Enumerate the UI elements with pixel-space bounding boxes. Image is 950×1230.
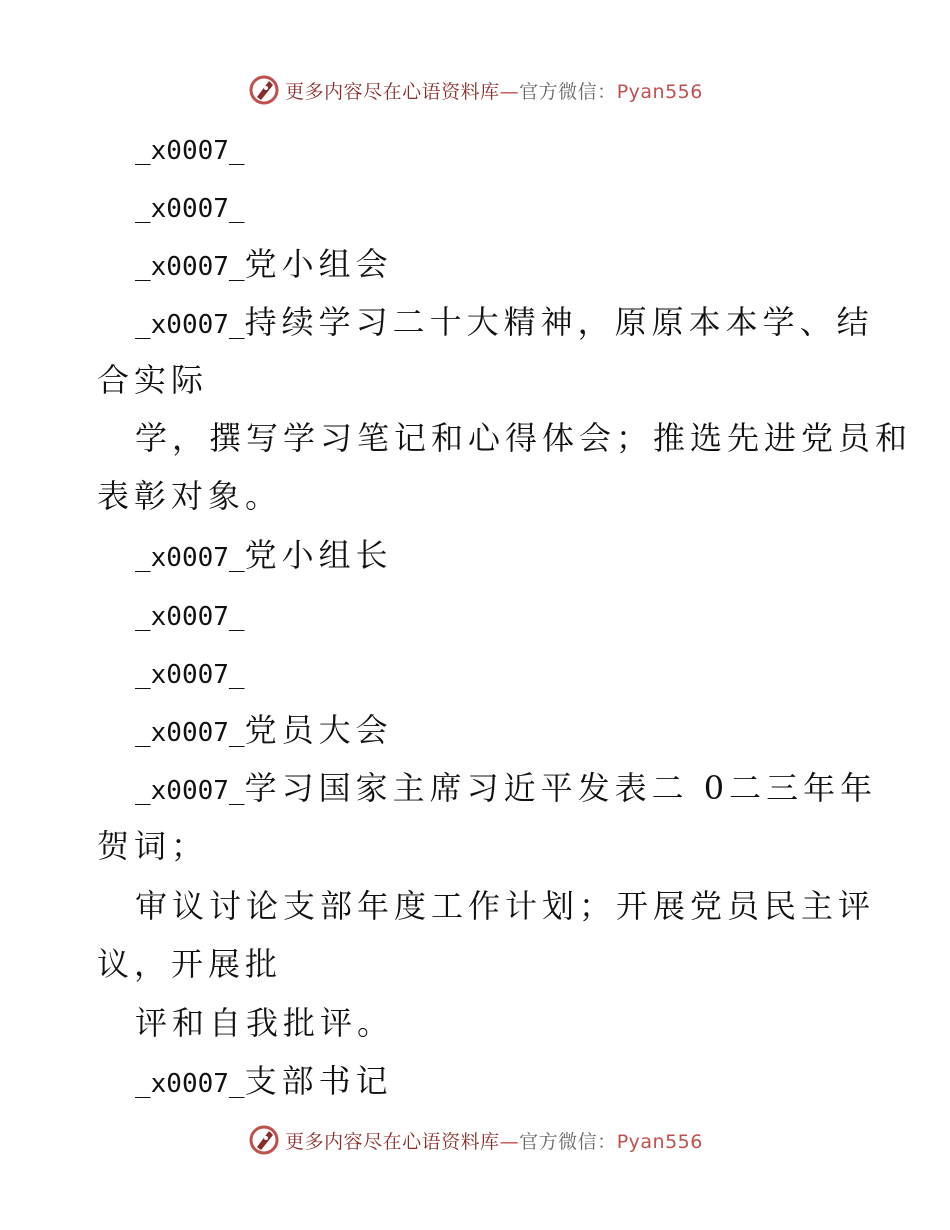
doc-line: [97, 826, 208, 866]
line-text: 党员大会: [244, 711, 393, 749]
line-code: _x0007_: [135, 660, 245, 690]
doc-line: [135, 652, 245, 695]
doc-line: [135, 886, 875, 926]
line-text: 学习国家主席习近平发表二 0二三年年: [244, 769, 878, 807]
line-text: 议，开展批: [97, 945, 283, 983]
line-code: _x0007_: [135, 1069, 245, 1099]
doc-line: [135, 244, 393, 287]
doc-line: [135, 768, 877, 811]
line-text: 评和自我批评。: [135, 1004, 395, 1042]
line-code: _x0007_: [135, 310, 245, 340]
doc-line: [135, 594, 245, 637]
watermark-dash: —: [499, 1130, 520, 1153]
line-code: _x0007_: [135, 776, 245, 806]
doc-line: [97, 476, 282, 516]
line-text: 学，撰写学习笔记和心得体会；推选先进党员和: [135, 419, 913, 457]
line-text: 党小组会: [244, 245, 393, 283]
doc-line: [97, 360, 208, 400]
doc-line: [135, 710, 393, 753]
doc-line: [135, 302, 874, 345]
line-code: _x0007_: [135, 718, 245, 748]
watermark-wechat-label: 官方微信：: [519, 1130, 617, 1153]
doc-line: [135, 186, 245, 229]
line-code: _x0007_: [135, 136, 245, 166]
doc-line: [135, 1061, 393, 1104]
watermark-wechat-id: Pyan556: [616, 1130, 703, 1153]
line-text: 表彰对象。: [97, 477, 283, 515]
watermark-wechat-label: 官方微信：: [519, 80, 617, 103]
line-text: 持续学习二十大精神，原原本本学、结: [244, 303, 874, 341]
line-code: _x0007_: [135, 602, 245, 632]
doc-line: [135, 1003, 394, 1043]
doc-line: [135, 128, 245, 171]
doc-line: [135, 418, 912, 458]
line-text: 支部书记: [244, 1062, 393, 1100]
watermark-brand: 更多内容尽在心语资料库: [285, 1130, 500, 1153]
watermark-dash: —: [499, 80, 520, 103]
doc-line: [97, 944, 282, 984]
line-text: 合实际: [97, 361, 209, 399]
line-text: 审议讨论支部年度工作计划；开展党员民主评: [135, 887, 876, 925]
line-text: 党小组长: [244, 536, 393, 574]
pen-nib-logo-icon: [247, 1123, 281, 1157]
line-code: _x0007_: [135, 543, 245, 573]
doc-line: [135, 535, 393, 578]
line-text: 贺词；: [97, 827, 209, 865]
line-code: _x0007_: [135, 194, 245, 224]
watermark-wechat-id: Pyan556: [616, 80, 703, 103]
line-code: _x0007_: [135, 252, 245, 282]
watermark-brand: 更多内容尽在心语资料库: [285, 80, 500, 103]
footer-watermark: [0, 1120, 950, 1160]
